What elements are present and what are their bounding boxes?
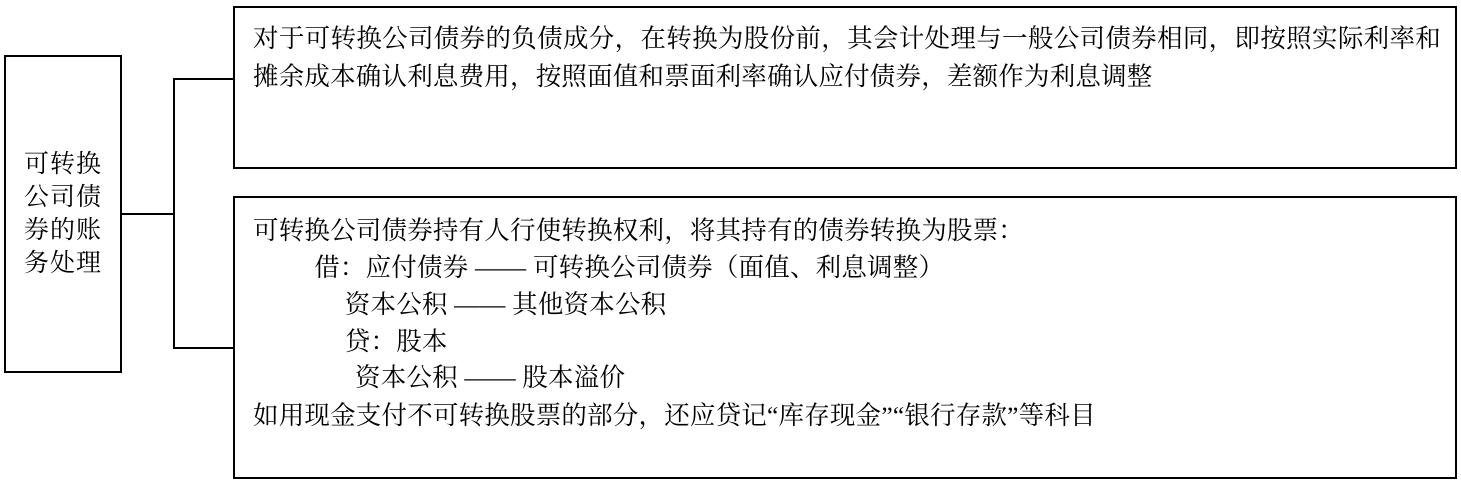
journal-entry-list [253,250,1441,397]
connector-spine [173,78,175,348]
connector-root-stem [122,213,174,215]
journal-entry-line: 资本公积 —— 股本溢价 [355,363,626,393]
branch-text-liability-component: 对于可转换公司债券的负债成分，在转换为股份前，其会计处理与一般公司债券相同，即按照实际利率和摊余成本确认利息费用，按照面值和票面利率确认应付债券，差额作为利息调整 [253,24,1441,91]
branch-box-conversion-entries [233,196,1457,479]
conversion-lead-text: 可转换公司债券持有人行使转换权利，将其持有的债券转换为股票： [253,216,1025,245]
branch-box-liability-component [233,6,1457,169]
journal-entry-line: 贷：股本 [344,326,448,356]
connector-arm-bottom [173,347,234,349]
root-node [4,55,122,373]
root-node-label: 可转换公司债券的账务处理 [23,151,102,277]
conversion-tail-text: 如用现金支付不可转换股票的部分，还应贷记“库存现金”“银行存款”等科目 [253,401,1096,431]
journal-entry-line: 借：应付债券 —— 可转换公司债券（面值、利息调整） [314,253,945,283]
connector-arm-top [173,78,234,80]
journal-entry-line: 资本公积 —— 其他资本公积 [344,289,667,319]
